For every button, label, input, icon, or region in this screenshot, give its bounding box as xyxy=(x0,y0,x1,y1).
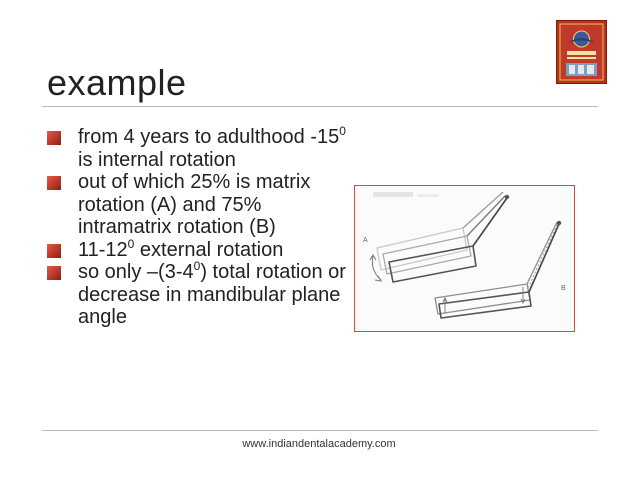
bullet-square-icon xyxy=(47,244,61,258)
bullet-item xyxy=(47,126,347,171)
title-divider xyxy=(42,106,598,107)
label-a: A xyxy=(363,237,368,244)
bullet-item xyxy=(47,261,347,329)
bullet-square-icon xyxy=(47,176,61,190)
bullet-square-icon xyxy=(47,131,61,145)
bullet-text-tail: ) total rotation or decrease in mandibular plane angle xyxy=(78,261,346,328)
label-b: B xyxy=(561,285,566,292)
bullet-text: 11-12 xyxy=(78,238,128,261)
footer-url: www.indiandentalacademy.com xyxy=(242,438,396,450)
bullet-text-tail: external rotation xyxy=(134,238,284,261)
bullet-superscript: 0 xyxy=(339,124,346,138)
rotation-diagram-drawing xyxy=(355,186,574,331)
bullet-text: from 4 years to adulthood -15 xyxy=(78,126,340,148)
bullet-text-tail: is internal rotation xyxy=(78,148,236,171)
bullet-item xyxy=(47,171,347,239)
bullet-text: so only –(3-4 xyxy=(78,261,194,283)
slide-title: example xyxy=(47,62,187,103)
bullet-square-icon xyxy=(47,266,61,280)
bullet-list xyxy=(47,126,347,329)
bullet-item xyxy=(47,236,347,262)
rotation-diagram xyxy=(354,185,575,332)
academy-logo xyxy=(556,20,607,84)
footer-divider xyxy=(42,430,598,431)
bullet-text: out of which 25% is matrix rotation (A) and 75% intramatrix rotation (B) xyxy=(78,171,311,238)
bullet-superscript: 0 xyxy=(193,259,201,273)
bullet-superscript: 0 xyxy=(127,236,135,251)
